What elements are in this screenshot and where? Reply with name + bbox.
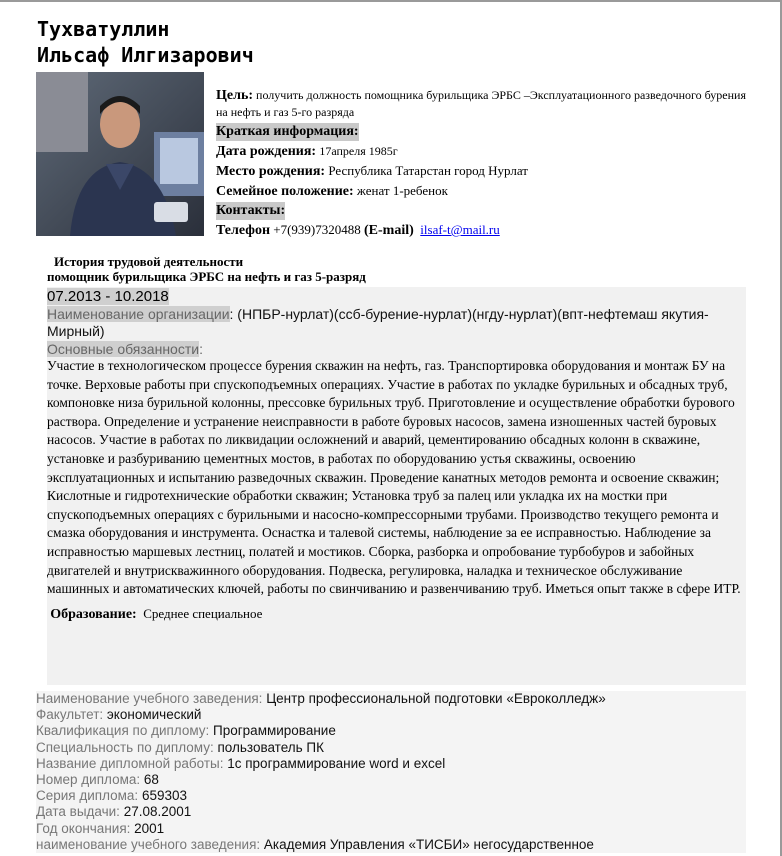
work-history-title: История трудовой деятельности — [54, 254, 244, 269]
edu-faculty-label: Факультет: — [36, 707, 104, 723]
edu-institution-value: Центр профессиональной подготовки «Евроколледж» — [262, 691, 606, 706]
organization-row — [47, 306, 746, 340]
given-names: Ильсаф Илгизарович — [37, 43, 254, 67]
edu-issue-date-label: Дата выдачи: — [36, 804, 120, 820]
phone-row — [216, 220, 756, 240]
brief-info-header: Краткая информация: — [216, 124, 359, 139]
edu-institution2-label: наименование учебного заведения: — [36, 836, 261, 852]
person-name — [37, 16, 254, 68]
birth-date-label: Дата рождения: — [216, 144, 317, 159]
edu-specialty-label: Специальность по диплому: — [36, 739, 214, 755]
edu-qualification-row — [36, 723, 746, 739]
window-top-border — [0, 0, 782, 2]
organization-label: Наименование организации — [47, 306, 230, 322]
education-row — [47, 606, 746, 623]
edu-diploma-series-value: 659303 — [138, 788, 187, 804]
edu-institution2-row — [36, 837, 746, 853]
birth-date-row — [216, 141, 756, 161]
phone-label: Телефон — [216, 223, 271, 238]
edu-issue-date-row — [36, 804, 746, 820]
person-photo — [36, 72, 204, 236]
edu-institution2-value: Академия Управления «ТИСБИ» негосударственное — [260, 836, 594, 852]
goal-label: Цель: — [216, 88, 254, 103]
phone-value: +7(939)7320488 — [273, 222, 361, 237]
birth-place-label: Место рождения: — [216, 164, 326, 179]
edu-qualification-value: Программирование — [209, 723, 336, 739]
education-value: Среднее специальное — [143, 605, 263, 621]
work-position: помощник бурильщика ЭРБС на нефть и газ 5-разряд — [47, 269, 366, 284]
edu-diploma-series-row — [36, 788, 746, 804]
edu-diploma-number-row — [36, 772, 746, 788]
edu-specialty-value: пользователь ПК — [213, 739, 324, 755]
edu-graduation-year-row — [36, 821, 746, 837]
edu-specialty-row — [36, 740, 746, 756]
edu-diploma-number-label: Номер диплома: — [36, 772, 141, 788]
edu-institution-label: Наименование учебного заведения: — [36, 691, 263, 706]
work-history-block — [47, 287, 746, 685]
edu-thesis-value: 1с программирование word и excel — [223, 755, 446, 771]
family-status-row — [216, 181, 756, 201]
edu-graduation-year-label: Год окончания: — [36, 820, 131, 836]
edu-faculty-row — [36, 707, 746, 723]
education-details — [36, 691, 746, 853]
family-status-value: женат 1-ребенок — [356, 183, 448, 198]
edu-diploma-series-label: Серия диплома: — [36, 788, 139, 804]
work-period: 07.2013 - 10.2018 — [47, 288, 169, 305]
edu-thesis-label: Название дипломной работы: — [36, 755, 224, 771]
edu-faculty-value: экономический — [103, 707, 202, 723]
contacts-header: Контакты: — [216, 203, 286, 218]
birth-place-row — [216, 161, 756, 181]
email-label: (E-mail) — [364, 223, 414, 238]
duties-colon: : — [199, 341, 203, 357]
edu-qualification-label: Квалификация по диплому: — [36, 723, 210, 739]
duties-label-row — [47, 341, 746, 357]
birth-date-value: 17апреля 1985г — [319, 144, 398, 158]
summary-info — [216, 87, 756, 240]
edu-graduation-year-value: 2001 — [130, 820, 165, 836]
email-link[interactable]: ilsaf-t@mail.ru — [420, 222, 500, 237]
duties-text: Участие в технологическом процессе бурения скважин на нефть, газ. Транспортировка оборудования и монтаж БУ на точке. Верховые работы при спускоподъемных операциях. Участие в работах по укладке бурильных и обсадных труб, компоновке низа бурильной колонны, прессовке бурильных труб. Приготовление и осуществление обработки бурового раствора. Определение и устранение неисправности в работе буровых насосов, замена изношенных частей буровых насосов. Участие в работах по ликвидации осложнений и аварий, цементированию обсадных колонн в скважине, установке и разбуриванию цементных мостов, в работах по оборудованию устья скважины, освоению эксплуатационных и испытанию разведочных скважин. Проведение канатных методов ремонта и освоение скважин; Кислотные и гидротехнические обработки скважин; Установка труб за палец или укладка их на мостки при спускоподъемных операциях с бурильными и насосно-компрессорными трубами. Производство текущего ремонта и смазка оборудования и инструмента. Оснастка и талевой системы, наблюдение за ее исправностью. Наблюдение за исправностью маршевых лестниц, полатей и мостиков. Сборка, разборка и опробование турбобуров и забойных двигателей и внутрискважинного оборудования. Подвеска, регулировка, наладка и техническое обслуживание машинных и автоматических ключей, работы по свинчиванию и развенчиванию труб. Иметься опыт также в сфере ИТР. — [47, 358, 741, 597]
edu-thesis-row — [36, 756, 746, 772]
goal-row — [216, 87, 756, 120]
birth-place-value: Республика Татарстан город Нурлат — [328, 163, 528, 178]
edu-institution-row — [36, 691, 746, 707]
edu-issue-date-value: 27.08.2001 — [119, 804, 192, 820]
goal-text: получить должность помощника бурильщика ЭРБС –Эксплуатационного разведочного бурения на нефть и газ 5-го разряда — [216, 88, 746, 119]
photo-image — [36, 72, 204, 236]
edu-diploma-number-value: 68 — [140, 772, 159, 788]
duties-label: Основные обязанности — [47, 341, 200, 357]
family-status-label: Семейное положение: — [216, 184, 354, 199]
surname: Тухватуллин — [37, 17, 170, 41]
education-label: Образование: — [50, 606, 137, 622]
organization-value: : (НПБР-нурлат)(ссб-бурение-нурлат)(нгду-нурлат)(впт-нефтемаш якутия-Мирный) — [47, 306, 709, 339]
work-history-heading — [47, 254, 366, 284]
